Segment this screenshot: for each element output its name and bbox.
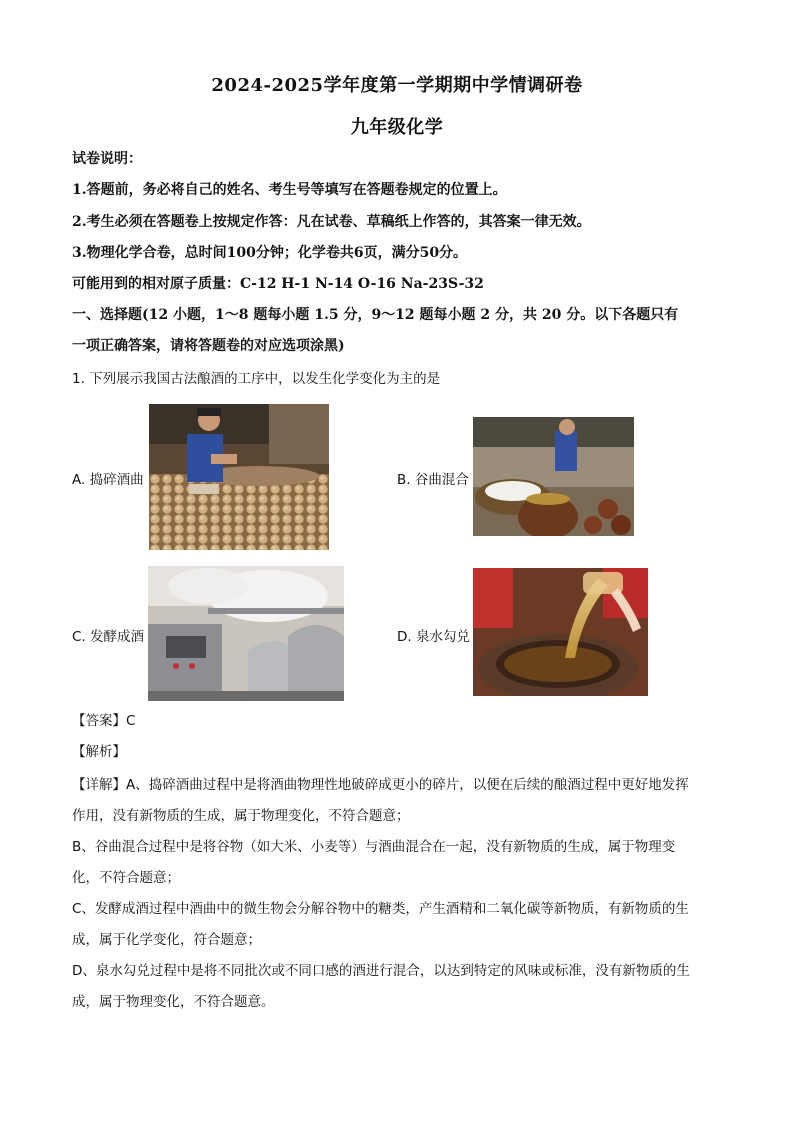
- atomic-masses: 可能用到的相对原子质量：C-12 H-1 N-14 O-16 Na-23S-32: [72, 276, 484, 292]
- option-a-label: A. 捣碎酒曲: [72, 472, 144, 488]
- explanation-line-3: B、谷曲混合过程中是将谷物（如大米、小麦等）与酒曲混合在一起，没有新物质的生成，属于物理变: [72, 839, 676, 855]
- exam-title: 2024-2025学年度第一学期期中学情调研卷: [211, 75, 583, 96]
- instruction-item-1: 1.答题前，务必将自己的姓名、考生号等填写在答题卷规定的位置上。: [72, 182, 507, 198]
- instructions-heading: 试卷说明：: [72, 151, 142, 167]
- explanation-line-2: 作用，没有新物质的生成，属于物理变化，不符合题意；: [72, 808, 410, 824]
- explanation-line-8: 成，属于物理变化，不符合题意。: [72, 994, 275, 1010]
- answer-line: [72, 711, 732, 731]
- answer-tag: 【答案】: [72, 713, 126, 729]
- answer-value: C: [126, 713, 136, 729]
- analysis-tag: 【解析】: [72, 744, 126, 760]
- section-heading-line-1: 一、选择题(12 小题，1～8 题每小题 1.5 分，9～12 题每小题 2 分，共 20 分。以下各题只有: [72, 307, 679, 323]
- explanation-line-7: D、泉水勾兑过程中是将不同批次或不同口感的酒进行混合，以达到特定的风味或标准，没有新物质的生: [72, 963, 690, 979]
- section-heading-line-2: 一项正确答案，请将答题卷的对应选项涂黑): [72, 338, 345, 354]
- instruction-item-2: 2.考生必须在答题卷上按规定作答：凡在试卷、草稿纸上作答的，其答案一律无效。: [72, 214, 591, 230]
- explanation-line-6: 成，属于化学变化，符合题意；: [72, 932, 261, 948]
- explanation-line-1: 【详解】A、捣碎酒曲过程中是将酒曲物理性地破碎成更小的碎片，以便在后续的酿酒过程中更好地发挥: [72, 777, 689, 793]
- instruction-item-3: 3.物理化学合卷，总时间100分钟；化学卷共6页，满分50分。: [72, 245, 468, 261]
- exam-subject: 九年级化学: [350, 117, 444, 138]
- option-c-label: C. 发酵成酒: [72, 629, 145, 645]
- fermentation-photo: [148, 566, 344, 701]
- explanation-line-4: 化，不符合题意；: [72, 870, 180, 886]
- question-1-stem: 1. 下列展示我国古法酿酒的工序中，以发生化学变化为主的是: [72, 371, 441, 387]
- option-d-label: D. 泉水勾兑: [397, 629, 470, 645]
- blending-photo: [473, 568, 648, 696]
- explanation-line-5: C、发酵成酒过程中酒曲中的微生物会分解谷物中的糖类，产生酒精和二氧化碳等新物质，有新物质的生: [72, 901, 689, 917]
- mixing-grain-photo: [473, 417, 634, 536]
- option-b-label: B. 谷曲混合: [397, 472, 469, 488]
- crushing-yeast-photo: [149, 404, 329, 550]
